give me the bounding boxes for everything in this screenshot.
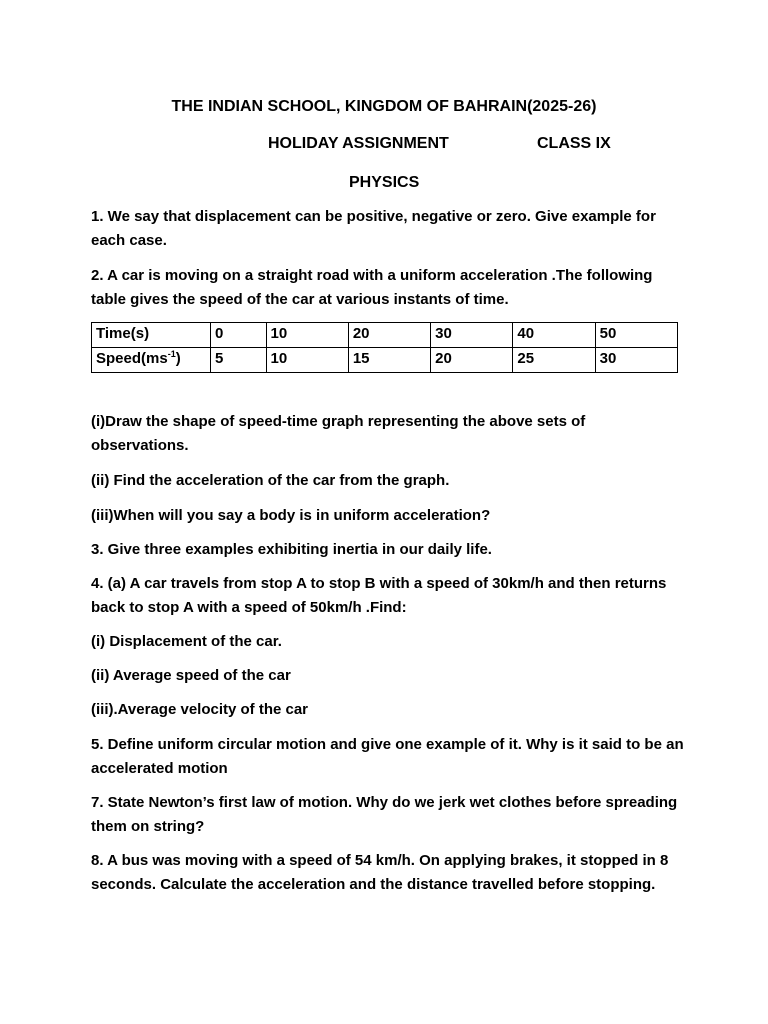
question-2: 2. A car is moving on a straight road with a uniform acceleration .The following table gives the speed of the car at various instants of time. bbox=[91, 267, 653, 308]
table-cell: 50 bbox=[595, 323, 677, 348]
question-4-part-i: (i) Displacement of the car. bbox=[91, 633, 282, 650]
school-title: THE INDIAN SCHOOL, KINGDOM OF BAHRAIN(2025-26) bbox=[171, 98, 597, 115]
table-cell: 15 bbox=[348, 348, 430, 373]
table-cell: 20 bbox=[348, 323, 430, 348]
table-cell: 40 bbox=[513, 323, 595, 348]
assignment-title: HOLIDAY ASSIGNMENT bbox=[268, 135, 449, 152]
table-cell: 10 bbox=[266, 323, 348, 348]
time-header-cell: Time(s) bbox=[92, 323, 211, 348]
subject-title: PHYSICS bbox=[349, 174, 420, 191]
table-cell: 20 bbox=[431, 348, 513, 373]
speed-unit-exponent: -1 bbox=[167, 349, 176, 359]
table-cell: 10 bbox=[266, 348, 348, 373]
question-2-part-ii: (ii) Find the acceleration of the car from the graph. bbox=[91, 472, 450, 489]
question-4-part-iii: (iii).Average velocity of the car bbox=[91, 701, 309, 718]
table-row-time bbox=[92, 323, 678, 348]
speed-time-table bbox=[91, 322, 678, 373]
question-8: 8. A bus was moving with a speed of 54 km/h. On applying brakes, it stopped in 8 seconds. Calculate the acceleration and the distance travelled before stopping. bbox=[91, 852, 669, 893]
question-3: 3. Give three examples exhibiting inertia in our daily life. bbox=[91, 541, 492, 558]
question-4-part-ii: (ii) Average speed of the car bbox=[91, 667, 291, 684]
table-row-speed bbox=[92, 348, 678, 373]
table-cell: 5 bbox=[211, 348, 267, 373]
question-2-part-i: (i)Draw the shape of speed-time graph representing the above sets of observations. bbox=[91, 413, 586, 454]
class-label: CLASS IX bbox=[537, 135, 611, 152]
question-4: 4. (a) A car travels from stop A to stop B with a speed of 30km/h and then returns back to stop A with a speed of 50km/h .Find: bbox=[91, 575, 667, 616]
table-cell: 25 bbox=[513, 348, 595, 373]
table-cell: 0 bbox=[211, 323, 267, 348]
question-5: 5. Define uniform circular motion and give one example of it. Why is it said to be an accelerated motion bbox=[91, 736, 684, 777]
question-1: 1. We say that displacement can be positive, negative or zero. Give example for each case. bbox=[91, 208, 656, 249]
question-2-part-iii: (iii)When will you say a body is in uniform acceleration? bbox=[91, 507, 491, 524]
speed-label: Speed(ms bbox=[96, 350, 168, 367]
table-cell: 30 bbox=[595, 348, 677, 373]
speed-header-cell bbox=[92, 348, 211, 373]
speed-label-close: ) bbox=[175, 350, 181, 367]
question-7: 7. State Newton’s first law of motion. Why do we jerk wet clothes before spreading them on string? bbox=[91, 794, 678, 835]
table-cell: 30 bbox=[431, 323, 513, 348]
